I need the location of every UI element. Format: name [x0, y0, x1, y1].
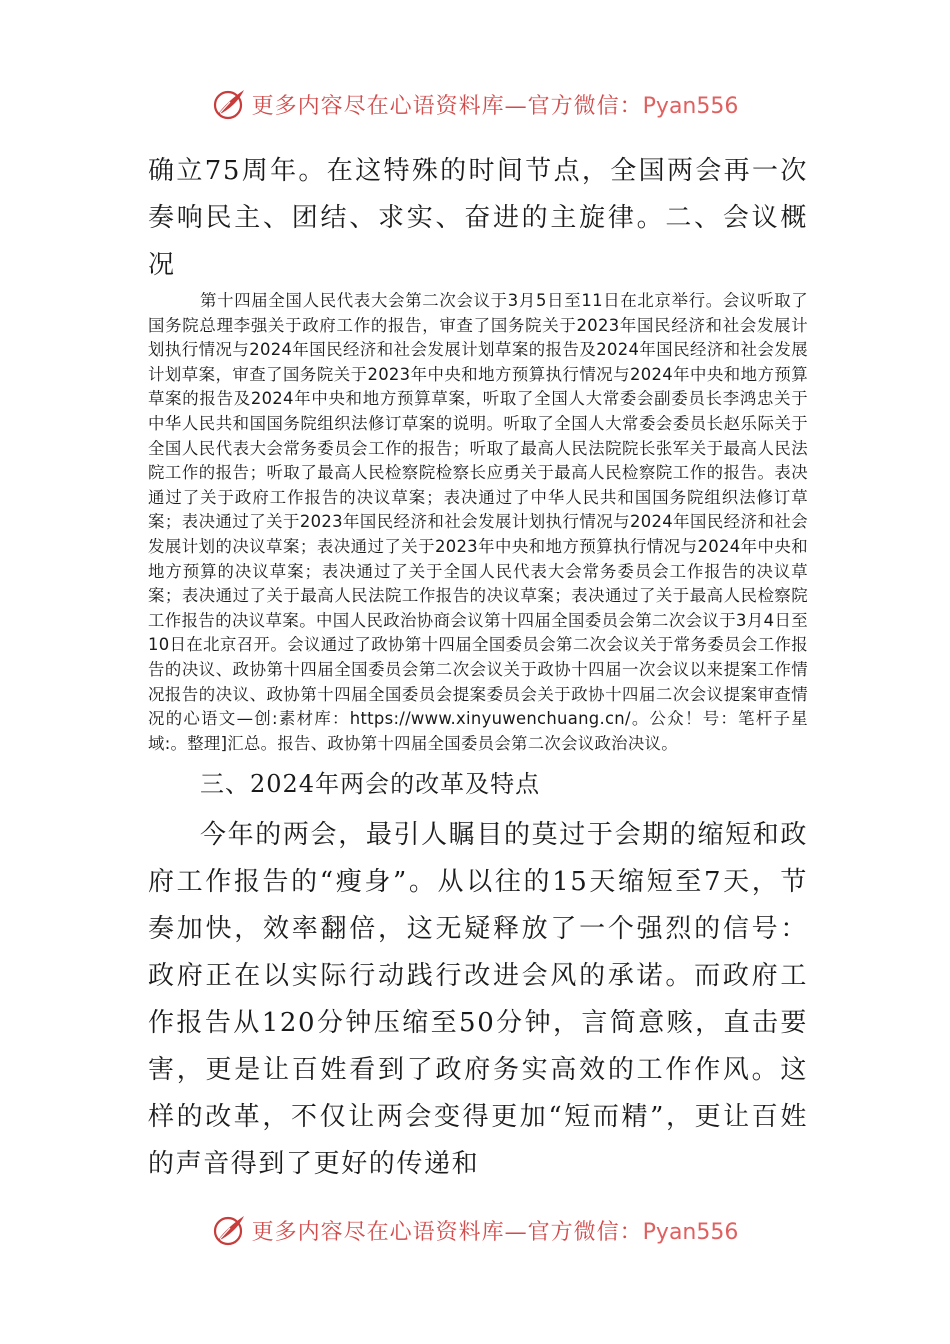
document-body [148, 148, 808, 1188]
watermark-text: 更多内容尽在心语资料库—官方微信：Pyan556 [251, 93, 739, 119]
paragraph-intro-end: 确立75周年。在这特殊的时间节点，全国两会再一次奏响民主、团结、求实、奋进的主旋律。二、会议概况 [148, 156, 808, 280]
footer-watermark [0, 1210, 950, 1250]
section-heading-3: 三、2024年两会的改革及特点 [200, 770, 541, 799]
watermark-text: 更多内容尽在心语资料库—官方微信：Pyan556 [251, 1219, 739, 1245]
paragraph-meeting-overview: 第十四届全国人民代表大会第二次会议于3月5日至11日在北京举行。会议听取了国务院总理李强关于政府工作的报告，审查了国务院关于2023年国民经济和社会发展计划执行情况与2024年国民经济和社会发展计划草案的报告及2024年国民经济和社会发展计划草案，审查了国务院关于2023年中央和地方预算执行情况与2024年中央和地方预算草案的报告及2024年中央和地方预算草案，听取了全国人大常委会副委员长李鸿忠关于中华人民共和国国务院组织法修订草案的说明。听取了全国人大常委会委员长赵乐际关于全国人民代表大会常务委员会工作的报告；听取了最高人民法院院长张军关于最高人民法院工作的报告；听取了最高人民检察院检察长应勇关于最高人民检察院工作的报告。表决通过了关于政府工作报告的决议草案；表决通过了中华人民共和国国务院组织法修订草案；表决通过了关于2023年国民经济和社会发展计划执行情况与2024年国民经济和社会发展计划的决议草案；表决通过了关于2023年中央和地方预算执行情况与2024年中央和地方预算的决议草案；表决通过了关于全国人民代表大会常务委员会工作报告的决议草案；表决通过了关于最高人民法院工作报告的决议草案；表决通过了关于最高人民检察院工作报告的决议草案。中国人民政治协商会议第十四届全国委员会第二次会议于3月4日至10日在北京召开。会议通过了政协第十四届全国委员会第二次会议关于常务委员会工作报告的决议、政协第十四届全国委员会第二次会议关于政协十四届一次会议以来提案工作情况报告的决议、政协第十四届全国委员会提案委员会关于政协十四届二次会议提案审查情况的心语文—创:素材库：https://www.xinyuwenchuang.cn/。公众！号：笔杆子星域:。整理]汇总。报告、政协第十四届全国委员会第二次会议政治决议。 [148, 291, 808, 753]
quill-logo-icon [212, 1212, 248, 1248]
quill-logo-icon [212, 86, 248, 122]
paragraph-reform: 今年的两会，最引人瞩目的莫过于会期的缩短和政府工作报告的“瘦身”。从以往的15天缩短至7天，节奏加快，效率翻倍，这无疑释放了一个强烈的信号：政府正在以实际行动践行改进会风的承诺。而政府工作报告从120分钟压缩至50分钟，言简意赅，直击要害，更是让百姓看到了政府务实高效的工作作风。这样的改革，不仅让两会变得更加“短而精”，更让百姓的声音得到了更好的传递和 [148, 820, 808, 1180]
header-watermark [0, 84, 950, 124]
